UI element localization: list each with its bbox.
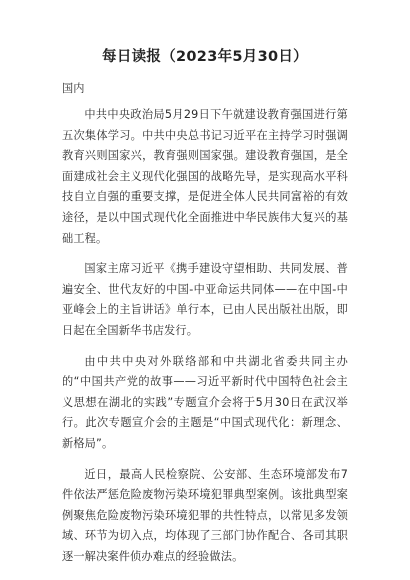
section-label: 国内 [62,82,85,95]
paragraph-4: 近日，最高人民检察院、公安部、生态环境部发布7件依法严惩危险废物污染环境犯罪典型案例。该批典型案例聚焦危险废物污染环境犯罪的共性特点，以常见多发领域、环节为切入点，均体现了三部门协作配合、各司其职逐一解决案件侦办难点的经验做法。 [62,467,348,563]
page-title: 每日读报（2023年5月30日） [102,49,308,65]
paragraph-2: 国家主席习近平《携手建设守望相助、共同发展、普遍安全、世代友好的中国-中亚命运共同体——在中国-中亚峰会上的主旨讲话》单行本，已由人民出版社出版，即日起在全国新华书店发行。 [62,262,348,337]
paragraph-1: 中共中央政治局5月29日下午就建设教育强国进行第五次集体学习。中共中央总书记习近平在主持学习时强调教育兴则国家兴，教育强则国家强。建设教育强国，是全面建成社会主义现代化强国的战略先导，是实现高水平科技自立自强的重要支撑，是促进全体人民共同富裕的有效途径，是以中国式现代化全面推进中华民族伟大复兴的基础工程。 [62,108,348,245]
paragraph-3: 由中共中央对外联络部和中共湖北省委共同主办的“中国共产党的故事——习近平新时代中国特色社会主义思想在湖北的实践”专题宣介会将于5月30日在武汉举行。此次专题宣介会的主题是“中国式现代化：新理念、新格局”。 [62,354,348,450]
